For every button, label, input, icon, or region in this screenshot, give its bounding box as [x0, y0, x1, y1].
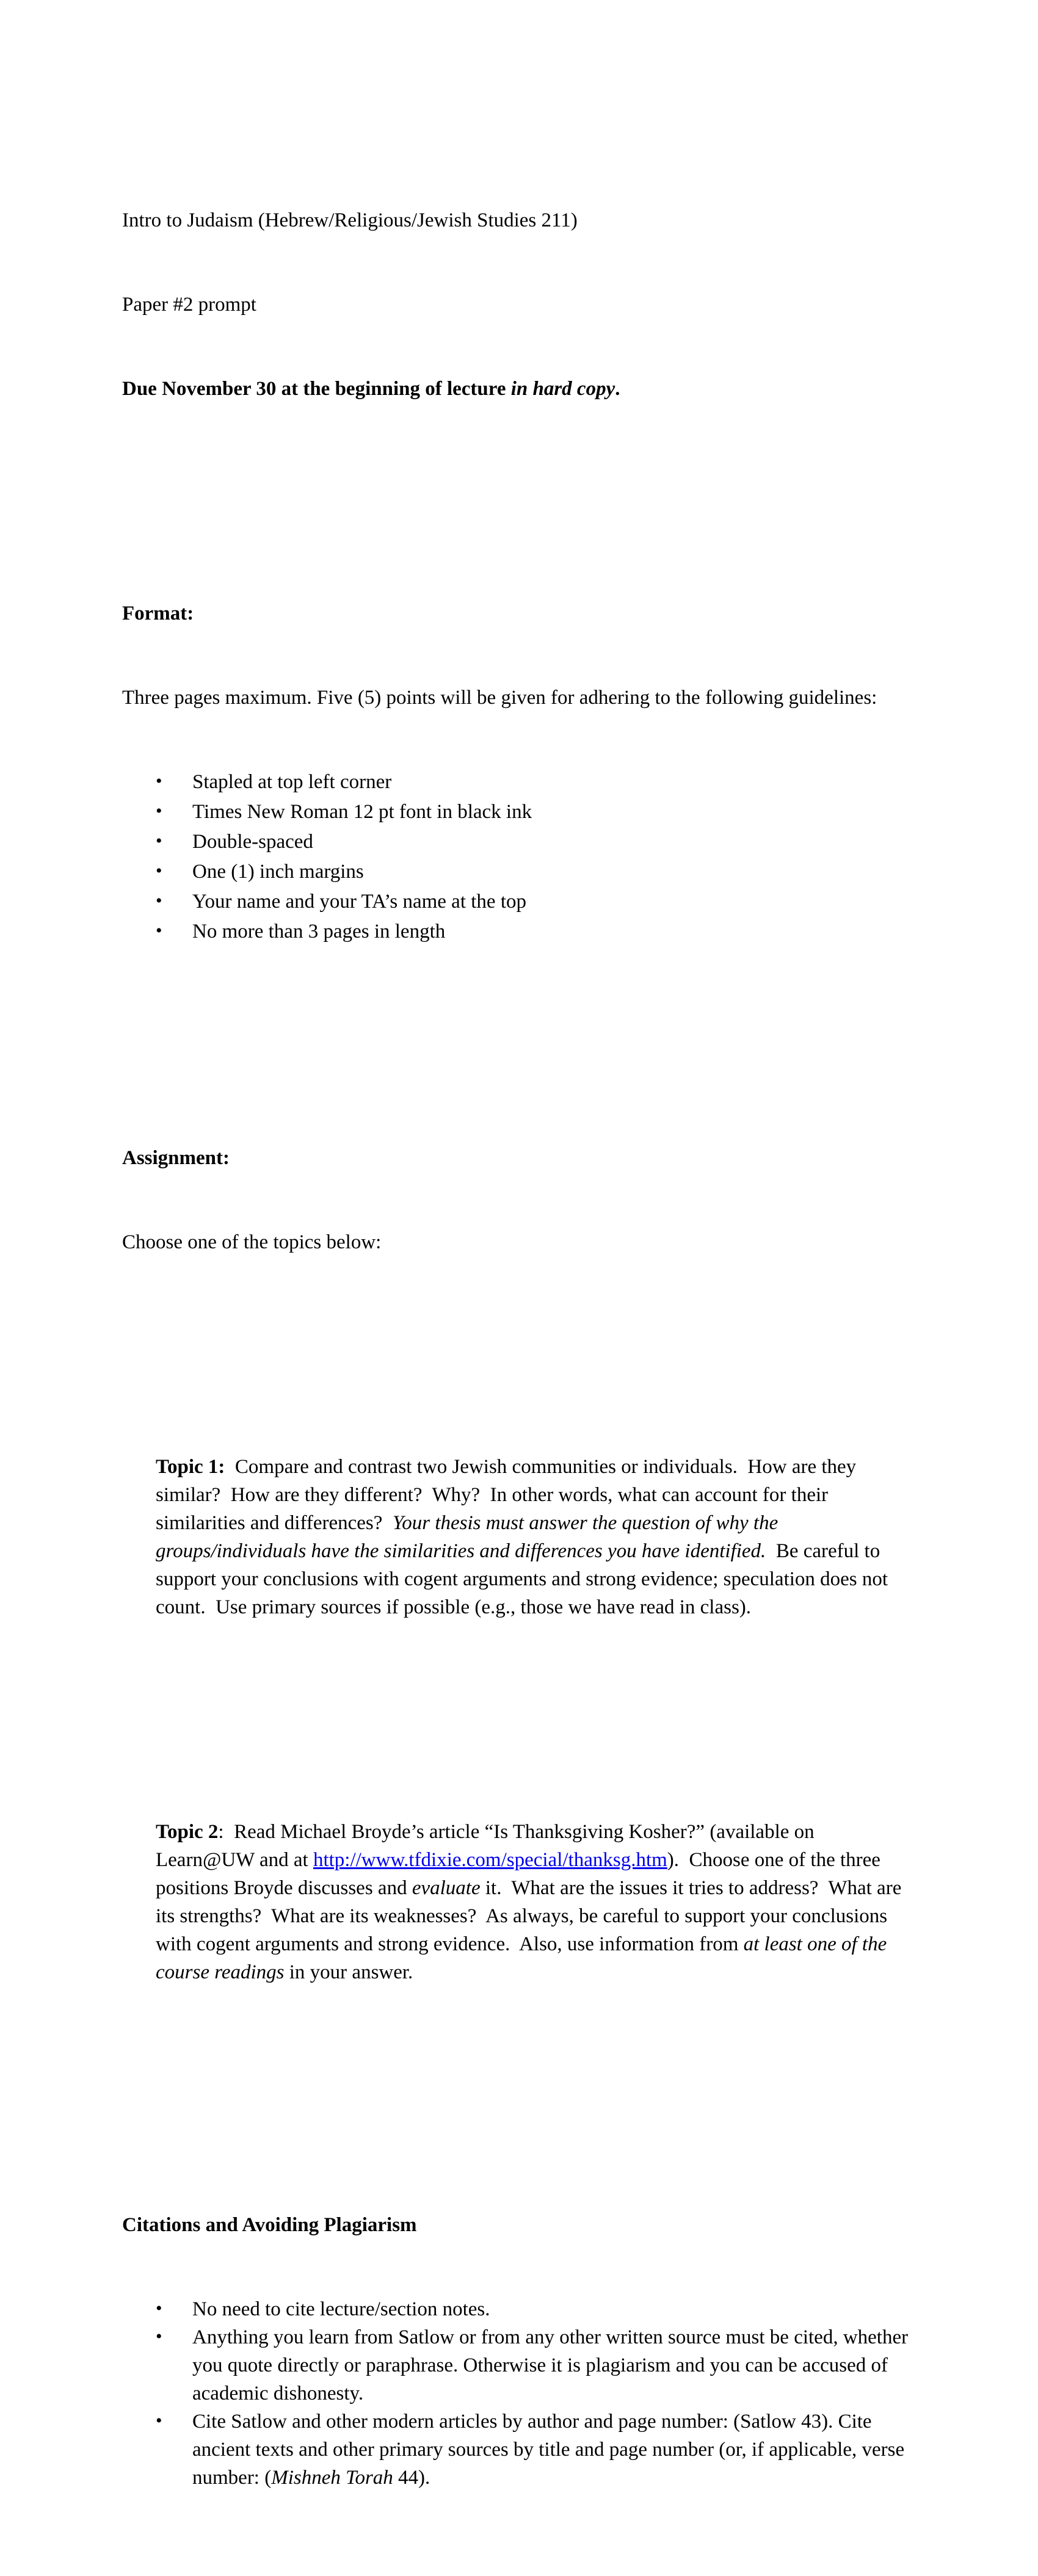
format-heading: Format: [122, 602, 194, 624]
list-item [156, 2323, 916, 2408]
text-segment: Topic 2 [156, 1821, 219, 1843]
list-item [156, 2295, 916, 2323]
citations-list [122, 2295, 916, 2492]
text-segment: Be careful to support your conclusions with cogent arguments and strong evidence; speculation does not count. Use primary sources if possible (e.g., those we have read in class). [156, 1540, 893, 1618]
topic-1-paragraph [156, 1453, 916, 1621]
citations-heading: Citations and Avoiding Plagiarism [122, 2214, 417, 2236]
text-segment: 44). [393, 2467, 430, 2489]
text-segment: Compare and contrast two Jewish communities or individuals. How are they similar? How are they different? Why? In other words, what can account for their similarities and differences? [156, 1456, 862, 1534]
format-intro: Three pages maximum. Five (5) points will be given for adhering to the following guidelines: [122, 687, 877, 709]
text-segment: it. What are the issues it tries to address? What are its strengths? What are its weaknesses? As always, be careful to support your conclusions with cogent arguments and strong evidence. Also, use information from [156, 1877, 907, 1955]
text-segment: Topic 1: [156, 1456, 225, 1478]
list-item: • Your name and your TA’s name at the top [156, 888, 916, 916]
spacer [122, 487, 916, 515]
text-segment: in hard copy [510, 378, 615, 400]
text-segment: in your answer. [284, 1961, 413, 1983]
spacer [122, 1032, 916, 1060]
list-item [156, 2408, 916, 2492]
text-segment: Mishneh Torah [271, 2467, 393, 2489]
topic-2-paragraph [156, 1818, 916, 1986]
text-segment: at least one of the course readings [156, 1933, 892, 1983]
list-item: • No more than 3 pages in length [156, 917, 916, 946]
paper-title: Paper #2 prompt [122, 294, 256, 316]
text-segment: Anything you learn from Satlow or from any other written source must be cited, whether you quote directly or paraphrase. Otherwise it is plagiarism and you can be accused of academic dishonesty. [192, 2326, 913, 2404]
assignment-intro: Choose one of the topics below: [122, 1231, 382, 1253]
spacer [122, 1340, 916, 1369]
article-link[interactable]: http://www.tfdixie.com/special/thanksg.htm [313, 1849, 667, 1871]
list-item: • One (1) inch margins [156, 858, 916, 886]
due-date-line [122, 375, 916, 403]
list-item: • Times New Roman 12 pt font in black ink [156, 798, 916, 826]
course-title: Intro to Judaism (Hebrew/Religious/Jewish Studies 211) [122, 209, 578, 231]
document-content [122, 122, 916, 2576]
format-guidelines-list [122, 768, 916, 946]
spacer [122, 1706, 916, 1734]
text-segment: Cite Satlow and other modern articles by author and page number: (Satlow 43). Cite ancient texts and other primary sources by title and page number (or, if applicable, verse number: ( [192, 2411, 910, 2489]
assignment-heading: Assignment: [122, 1147, 230, 1169]
text-segment: No need to cite lecture/section notes. [192, 2298, 490, 2320]
text-segment: : Read Michael Broyde’s article “Is Thanksgiving Kosher?” (available on Learn@UW and at [156, 1821, 819, 1871]
text-segment: . [615, 378, 620, 400]
text-segment: evaluate [412, 1877, 481, 1899]
text-segment: Due November 30 at the beginning of lecture [122, 378, 511, 400]
list-item: • Stapled at top left corner [156, 768, 916, 796]
list-item: • Double-spaced [156, 828, 916, 856]
text-segment: ). Choose one of the three positions Broyde discusses and [156, 1849, 886, 1899]
text-segment: Your thesis must answer the question of why the groups/individuals have the similarities and differences you have identified. [156, 1512, 783, 1562]
spacer [122, 2071, 916, 2127]
